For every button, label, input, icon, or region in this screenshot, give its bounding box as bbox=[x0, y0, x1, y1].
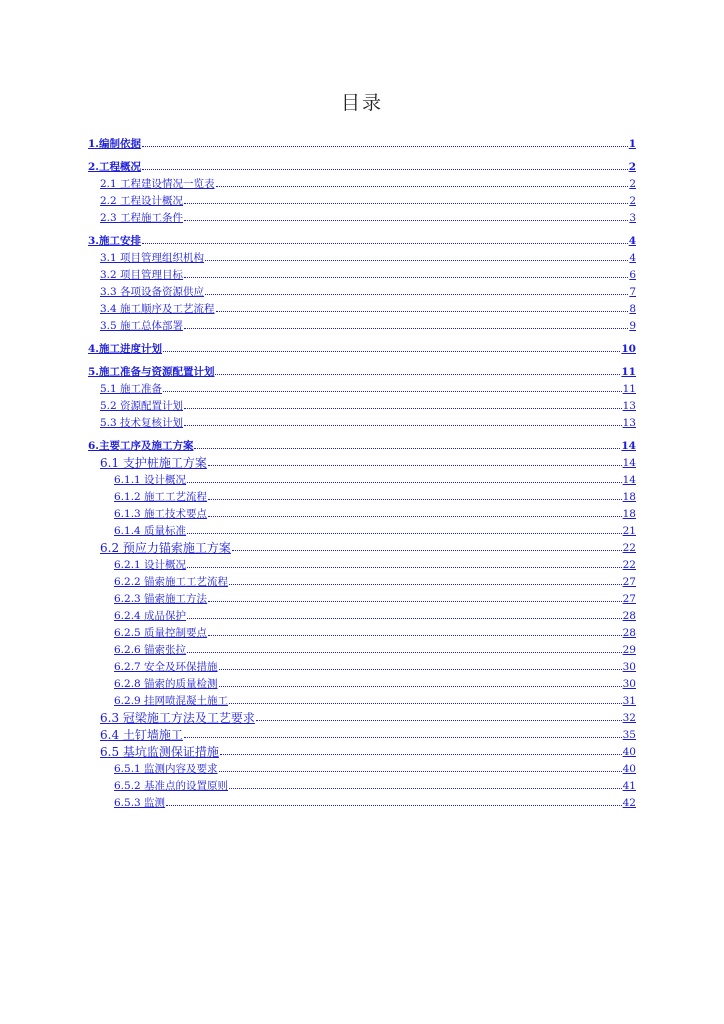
toc-entry-label: 1.编制依据 bbox=[88, 138, 141, 150]
toc-entry[interactable] bbox=[88, 157, 636, 174]
toc-entry-page-number: 9 bbox=[629, 320, 636, 332]
toc-entry[interactable] bbox=[88, 453, 636, 470]
toc-entry-page-number: 3 bbox=[629, 212, 636, 224]
toc-entry-label: 6.2.9 挂网喷混凝土施工 bbox=[114, 695, 229, 707]
toc-entry[interactable] bbox=[88, 299, 636, 316]
dot-leader bbox=[184, 328, 628, 329]
toc-entry-label: 6.2.4 成品保护 bbox=[114, 610, 187, 622]
toc-entry-page-number: 18 bbox=[622, 491, 636, 503]
dot-leader bbox=[184, 277, 628, 278]
toc-entry-label: 2.工程概况 bbox=[88, 161, 141, 173]
toc-entry[interactable] bbox=[88, 362, 636, 379]
toc-entry-label: 6.1.3 施工技术要点 bbox=[114, 508, 208, 520]
toc-entry[interactable] bbox=[88, 379, 636, 396]
toc-entry-label: 6.5 基坑监测保证措施 bbox=[100, 745, 219, 759]
dot-leader bbox=[142, 243, 628, 244]
toc-entry-label: 2.1 工程建设情况一览表 bbox=[100, 178, 215, 190]
toc-entry-label: 6.2.2 锚索施工工艺流程 bbox=[114, 576, 229, 588]
dot-leader bbox=[208, 601, 622, 602]
toc-entry[interactable] bbox=[88, 640, 636, 657]
toc-entry-page-number: 2 bbox=[628, 161, 636, 173]
dot-leader bbox=[184, 220, 628, 221]
dot-leader bbox=[220, 754, 622, 755]
toc-entry-label: 5.3 技术复核计划 bbox=[100, 417, 184, 429]
toc-entry-label: 6.1.1 设计概况 bbox=[114, 474, 187, 486]
toc-entry[interactable] bbox=[88, 282, 636, 299]
toc-entry[interactable] bbox=[88, 759, 636, 776]
toc-entry[interactable] bbox=[88, 606, 636, 623]
dot-leader bbox=[187, 482, 622, 483]
page-title: 目录 bbox=[340, 92, 383, 114]
toc-entry-page-number: 40 bbox=[622, 746, 636, 758]
toc-entry-label: 5.1 施工准备 bbox=[100, 383, 163, 395]
dot-leader bbox=[166, 805, 622, 806]
toc-entry-label: 6.2.5 质量控制要点 bbox=[114, 627, 208, 639]
toc-entry-page-number: 40 bbox=[622, 763, 636, 775]
dot-leader bbox=[184, 425, 622, 426]
toc-entry-label: 2.2 工程设计概况 bbox=[100, 195, 184, 207]
dot-leader bbox=[187, 533, 622, 534]
toc-entry-page-number: 35 bbox=[622, 729, 636, 741]
toc-entry-label: 3.2 项目管理目标 bbox=[100, 269, 184, 281]
dot-leader bbox=[229, 584, 622, 585]
dot-leader bbox=[229, 788, 622, 789]
toc-entry-page-number: 2 bbox=[629, 178, 636, 190]
toc-entry-page-number: 42 bbox=[622, 797, 636, 809]
toc-entry[interactable] bbox=[88, 657, 636, 674]
toc-entry-page-number: 32 bbox=[622, 712, 636, 724]
toc-entry-page-number: 10 bbox=[621, 343, 636, 355]
toc-entry-page-number: 41 bbox=[622, 780, 636, 792]
dot-leader bbox=[184, 737, 622, 738]
toc-entry-page-number: 4 bbox=[628, 235, 636, 247]
toc-entry-page-number: 22 bbox=[622, 559, 636, 571]
toc-entry-page-number: 14 bbox=[621, 440, 636, 452]
toc-entry[interactable] bbox=[88, 708, 636, 725]
dot-leader bbox=[187, 567, 622, 568]
dot-leader bbox=[205, 260, 628, 261]
toc-entry-label: 3.1 项目管理组织机构 bbox=[100, 252, 205, 264]
toc-entry-page-number: 1 bbox=[628, 138, 636, 150]
dot-leader bbox=[163, 351, 620, 352]
toc-entry-label: 6.5.2 基准点的设置原则 bbox=[114, 780, 229, 792]
toc-entry[interactable] bbox=[88, 339, 636, 356]
toc-entry[interactable] bbox=[88, 134, 636, 151]
toc-entry[interactable] bbox=[88, 742, 636, 759]
toc-entry-page-number: 30 bbox=[622, 678, 636, 690]
dot-leader bbox=[219, 771, 622, 772]
dot-leader bbox=[216, 311, 629, 312]
toc-entry[interactable] bbox=[88, 174, 636, 191]
dot-leader bbox=[142, 146, 628, 147]
toc-entry-label: 3.施工安排 bbox=[88, 235, 141, 247]
toc-entry[interactable] bbox=[88, 572, 636, 589]
toc-entry-label: 6.2.7 安全及环保措施 bbox=[114, 661, 218, 673]
toc-entry[interactable] bbox=[88, 396, 636, 413]
toc-entry-page-number: 18 bbox=[622, 508, 636, 520]
toc-entry[interactable] bbox=[88, 623, 636, 640]
table-of-contents bbox=[88, 128, 636, 810]
toc-entry[interactable] bbox=[88, 208, 636, 225]
toc-entry[interactable] bbox=[88, 487, 636, 504]
toc-entry-label: 6.4 土钉墙施工 bbox=[100, 728, 183, 742]
toc-entry-page-number: 22 bbox=[622, 542, 636, 554]
toc-entry-label: 6.2.3 锚索施工方法 bbox=[114, 593, 208, 605]
toc-entry-label: 6.主要工序及施工方案 bbox=[88, 440, 194, 452]
toc-entry-page-number: 2 bbox=[629, 195, 636, 207]
dot-leader bbox=[187, 652, 622, 653]
dot-leader bbox=[205, 294, 628, 295]
toc-entry-label: 6.2.8 锚索的质量检测 bbox=[114, 678, 218, 690]
toc-entry-page-number: 6 bbox=[629, 269, 636, 281]
toc-entry-label: 6.2 预应力锚索施工方案 bbox=[100, 541, 231, 555]
toc-entry-label: 6.2.1 设计概况 bbox=[114, 559, 187, 571]
toc-entry[interactable] bbox=[88, 555, 636, 572]
dot-leader bbox=[163, 391, 622, 392]
toc-entry[interactable] bbox=[88, 265, 636, 282]
toc-entry-label: 6.1.2 施工工艺流程 bbox=[114, 491, 208, 503]
toc-entry[interactable] bbox=[88, 521, 636, 538]
toc-entry[interactable] bbox=[88, 413, 636, 430]
dot-leader bbox=[229, 703, 622, 704]
toc-entry-label: 6.1.4 质量标准 bbox=[114, 525, 187, 537]
dot-leader bbox=[216, 186, 629, 187]
toc-entry-page-number: 11 bbox=[621, 366, 636, 378]
toc-entry[interactable] bbox=[88, 674, 636, 691]
toc-entry-page-number: 28 bbox=[622, 627, 636, 639]
toc-entry-page-number: 14 bbox=[622, 457, 636, 469]
toc-entry[interactable] bbox=[88, 691, 636, 708]
dot-leader bbox=[219, 686, 622, 687]
toc-entry-label: 3.4 施工顺序及工艺流程 bbox=[100, 303, 215, 315]
dot-leader bbox=[208, 465, 622, 466]
toc-entry[interactable] bbox=[88, 191, 636, 208]
toc-entry-label: 6.1 支护桩施工方案 bbox=[100, 456, 207, 470]
dot-leader bbox=[194, 448, 620, 449]
toc-entry-label: 3.5 施工总体部署 bbox=[100, 320, 184, 332]
dot-leader bbox=[232, 550, 622, 551]
toc-entry[interactable] bbox=[88, 538, 636, 555]
toc-entry[interactable] bbox=[88, 436, 636, 453]
toc-entry-label: 3.3 各项设备资源供应 bbox=[100, 286, 205, 298]
dot-leader bbox=[184, 203, 628, 204]
toc-entry-page-number: 13 bbox=[622, 400, 636, 412]
toc-entry[interactable] bbox=[88, 776, 636, 793]
toc-entry-label: 6.2.6 锚索张拉 bbox=[114, 644, 187, 656]
toc-entry-page-number: 27 bbox=[622, 593, 636, 605]
toc-entry-page-number: 21 bbox=[622, 525, 636, 537]
toc-entry[interactable] bbox=[88, 589, 636, 606]
toc-entry[interactable] bbox=[88, 248, 636, 265]
toc-entry-label: 5.2 资源配置计划 bbox=[100, 400, 184, 412]
toc-entry-label: 2.3 工程施工条件 bbox=[100, 212, 184, 224]
dot-leader bbox=[256, 720, 622, 721]
toc-entry-page-number: 30 bbox=[622, 661, 636, 673]
toc-entry-page-number: 28 bbox=[622, 610, 636, 622]
dot-leader bbox=[184, 408, 622, 409]
toc-entry[interactable] bbox=[88, 470, 636, 487]
toc-entry-label: 6.5.1 监测内容及要求 bbox=[114, 763, 218, 775]
toc-entry-page-number: 8 bbox=[629, 303, 636, 315]
toc-entry-label: 6.5.3 监测 bbox=[114, 797, 166, 809]
dot-leader bbox=[219, 669, 622, 670]
toc-entry-page-number: 11 bbox=[622, 383, 636, 395]
toc-entry[interactable] bbox=[88, 504, 636, 521]
dot-leader bbox=[187, 618, 622, 619]
toc-entry-page-number: 4 bbox=[629, 252, 636, 264]
toc-entry-page-number: 7 bbox=[629, 286, 636, 298]
dot-leader bbox=[142, 169, 628, 170]
toc-entry[interactable] bbox=[88, 725, 636, 742]
toc-entry-page-number: 27 bbox=[622, 576, 636, 588]
toc-entry-label: 5.施工准备与资源配置计划 bbox=[88, 366, 215, 378]
toc-entry-label: 4.施工进度计划 bbox=[88, 343, 162, 355]
toc-entry-page-number: 29 bbox=[622, 644, 636, 656]
toc-entry-page-number: 13 bbox=[622, 417, 636, 429]
dot-leader bbox=[208, 516, 622, 517]
dot-leader bbox=[215, 374, 620, 375]
dot-leader bbox=[208, 499, 622, 500]
toc-entry[interactable] bbox=[88, 316, 636, 333]
toc-entry[interactable] bbox=[88, 231, 636, 248]
toc-entry[interactable] bbox=[88, 793, 636, 810]
toc-entry-label: 6.3 冠梁施工方法及工艺要求 bbox=[100, 711, 255, 725]
dot-leader bbox=[208, 635, 622, 636]
toc-entry-page-number: 31 bbox=[622, 695, 636, 707]
toc-entry-page-number: 14 bbox=[622, 474, 636, 486]
